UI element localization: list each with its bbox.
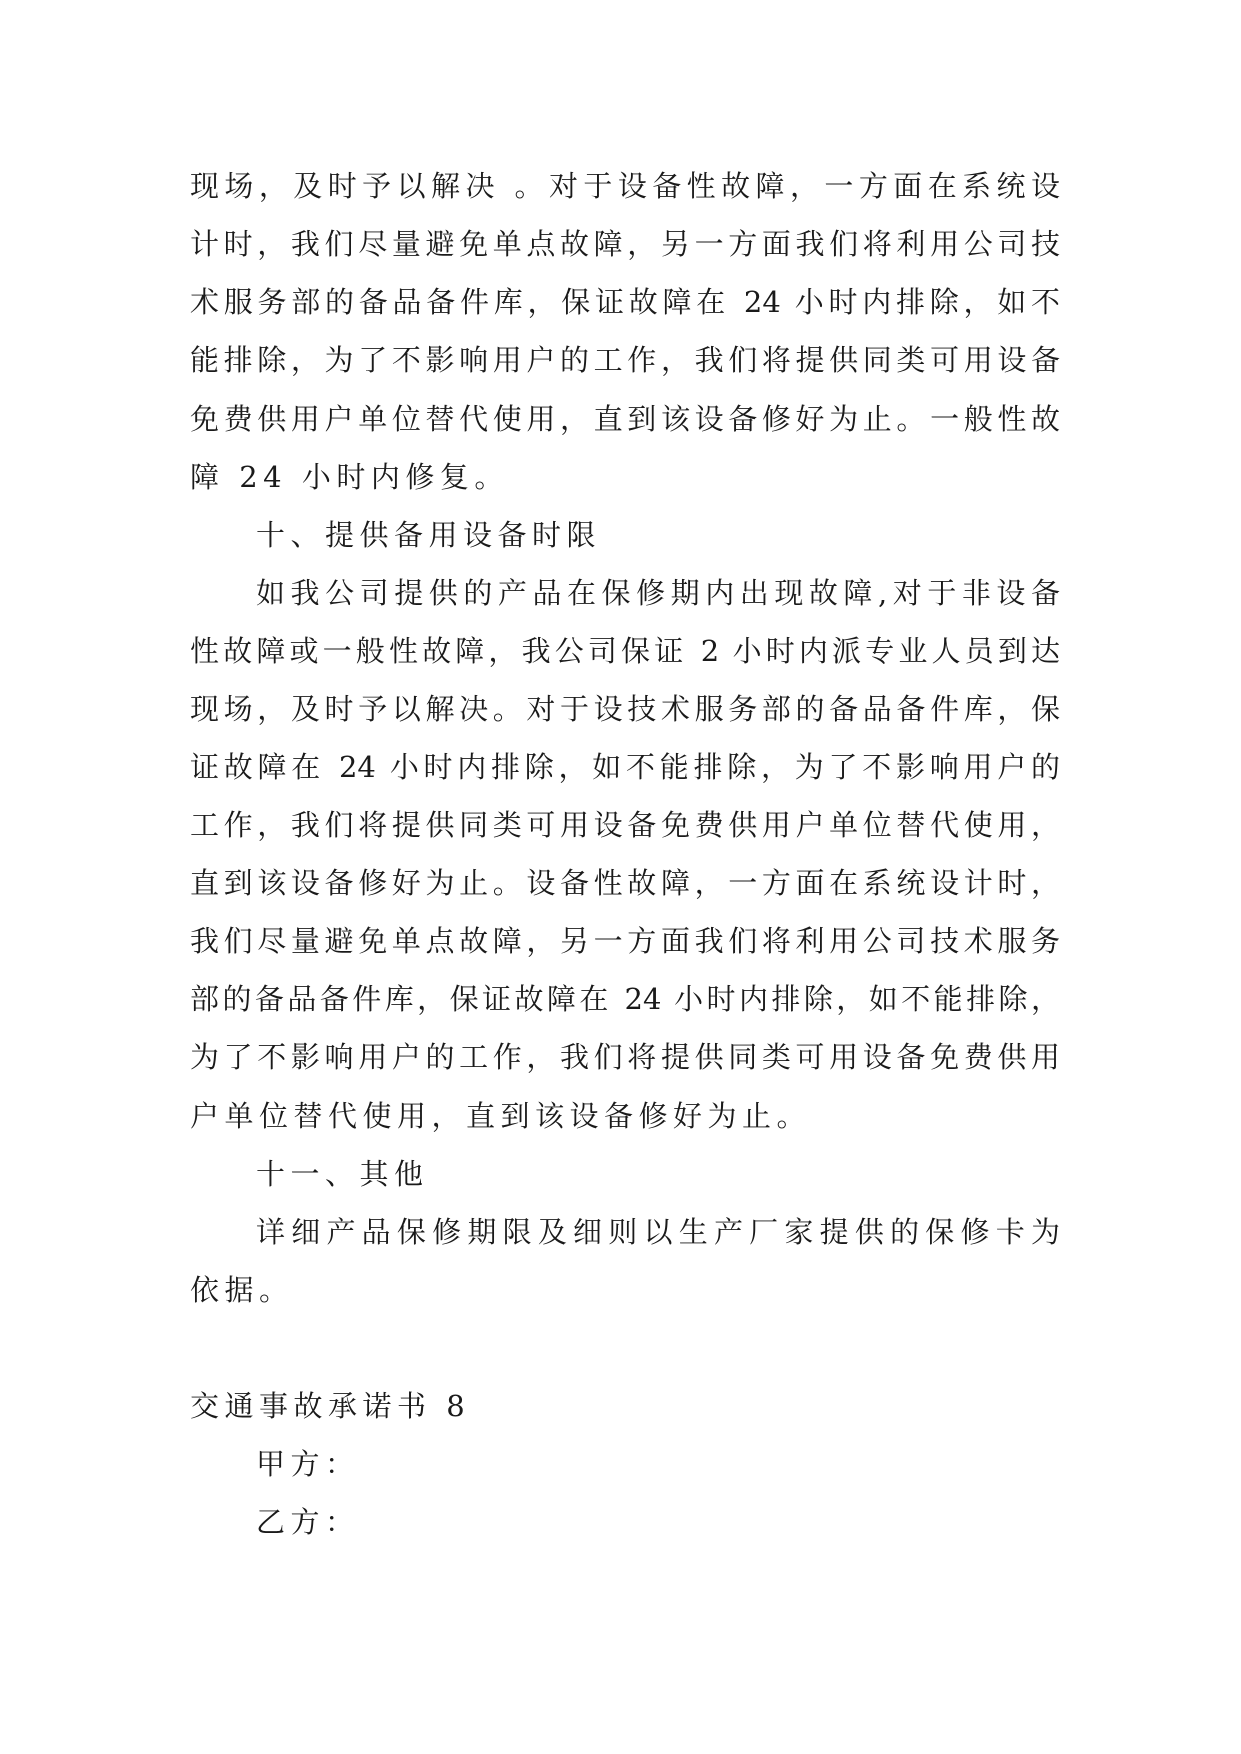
paragraph-line: 能排除，为了不影响用户的工作，我们将提供同类可用设备 bbox=[190, 343, 1060, 377]
paragraph-line: 直到该设备修好为止。设备性故障，一方面在系统设计时， bbox=[190, 866, 1060, 900]
paragraph-line: 部的备品备件库，保证故障在 24 小时内排除，如不能排除， bbox=[190, 982, 1060, 1016]
paragraph-line: 工作，我们将提供同类可用设备免费供用户单位替代使用， bbox=[190, 808, 1060, 842]
paragraph-line: 性故障或一般性故障，我公司保证 2 小时内派专业人员到达 bbox=[190, 634, 1060, 668]
paragraph-line: 免费供用户单位替代使用，直到该设备修好为止。一般性故 bbox=[190, 402, 1060, 436]
paragraph-line: 障 24 小时内修复。 bbox=[190, 460, 509, 494]
paragraph-line: 现场，及时予以解决。对于设技术服务部的备品备件库，保 bbox=[190, 692, 1060, 726]
document-title: 交通事故承诺书 8 bbox=[190, 1389, 471, 1423]
paragraph-line: 术服务部的备品备件库，保证故障在 24 小时内排除，如不 bbox=[190, 285, 1060, 319]
section-heading: 十一、其他 bbox=[256, 1157, 429, 1191]
paragraph-line: 户单位替代使用，直到该设备修好为止。 bbox=[190, 1099, 812, 1133]
paragraph-line: 如我公司提供的产品在保修期内出现故障,对于非设备 bbox=[256, 576, 1060, 610]
paragraph-line: 证故障在 24 小时内排除，如不能排除，为了不影响用户的 bbox=[190, 750, 1060, 784]
paragraph-line: 我们尽量避免单点故障，另一方面我们将利用公司技术服务 bbox=[190, 924, 1060, 958]
party-a-label: 甲方： bbox=[256, 1447, 360, 1481]
party-b-label: 乙方： bbox=[256, 1505, 360, 1539]
paragraph-line: 计时，我们尽量避免单点故障，另一方面我们将利用公司技 bbox=[190, 227, 1060, 261]
paragraph-line: 为了不影响用户的工作，我们将提供同类可用设备免费供用 bbox=[190, 1040, 1060, 1074]
paragraph-line: 现场，及时予以解决 。对于设备性故障，一方面在系统设 bbox=[190, 169, 1060, 203]
section-heading: 十、提供备用设备时限 bbox=[256, 518, 602, 552]
paragraph-line: 详细产品保修期限及细则以生产厂家提供的保修卡为 bbox=[256, 1215, 1060, 1249]
paragraph-line: 依据。 bbox=[190, 1273, 294, 1307]
